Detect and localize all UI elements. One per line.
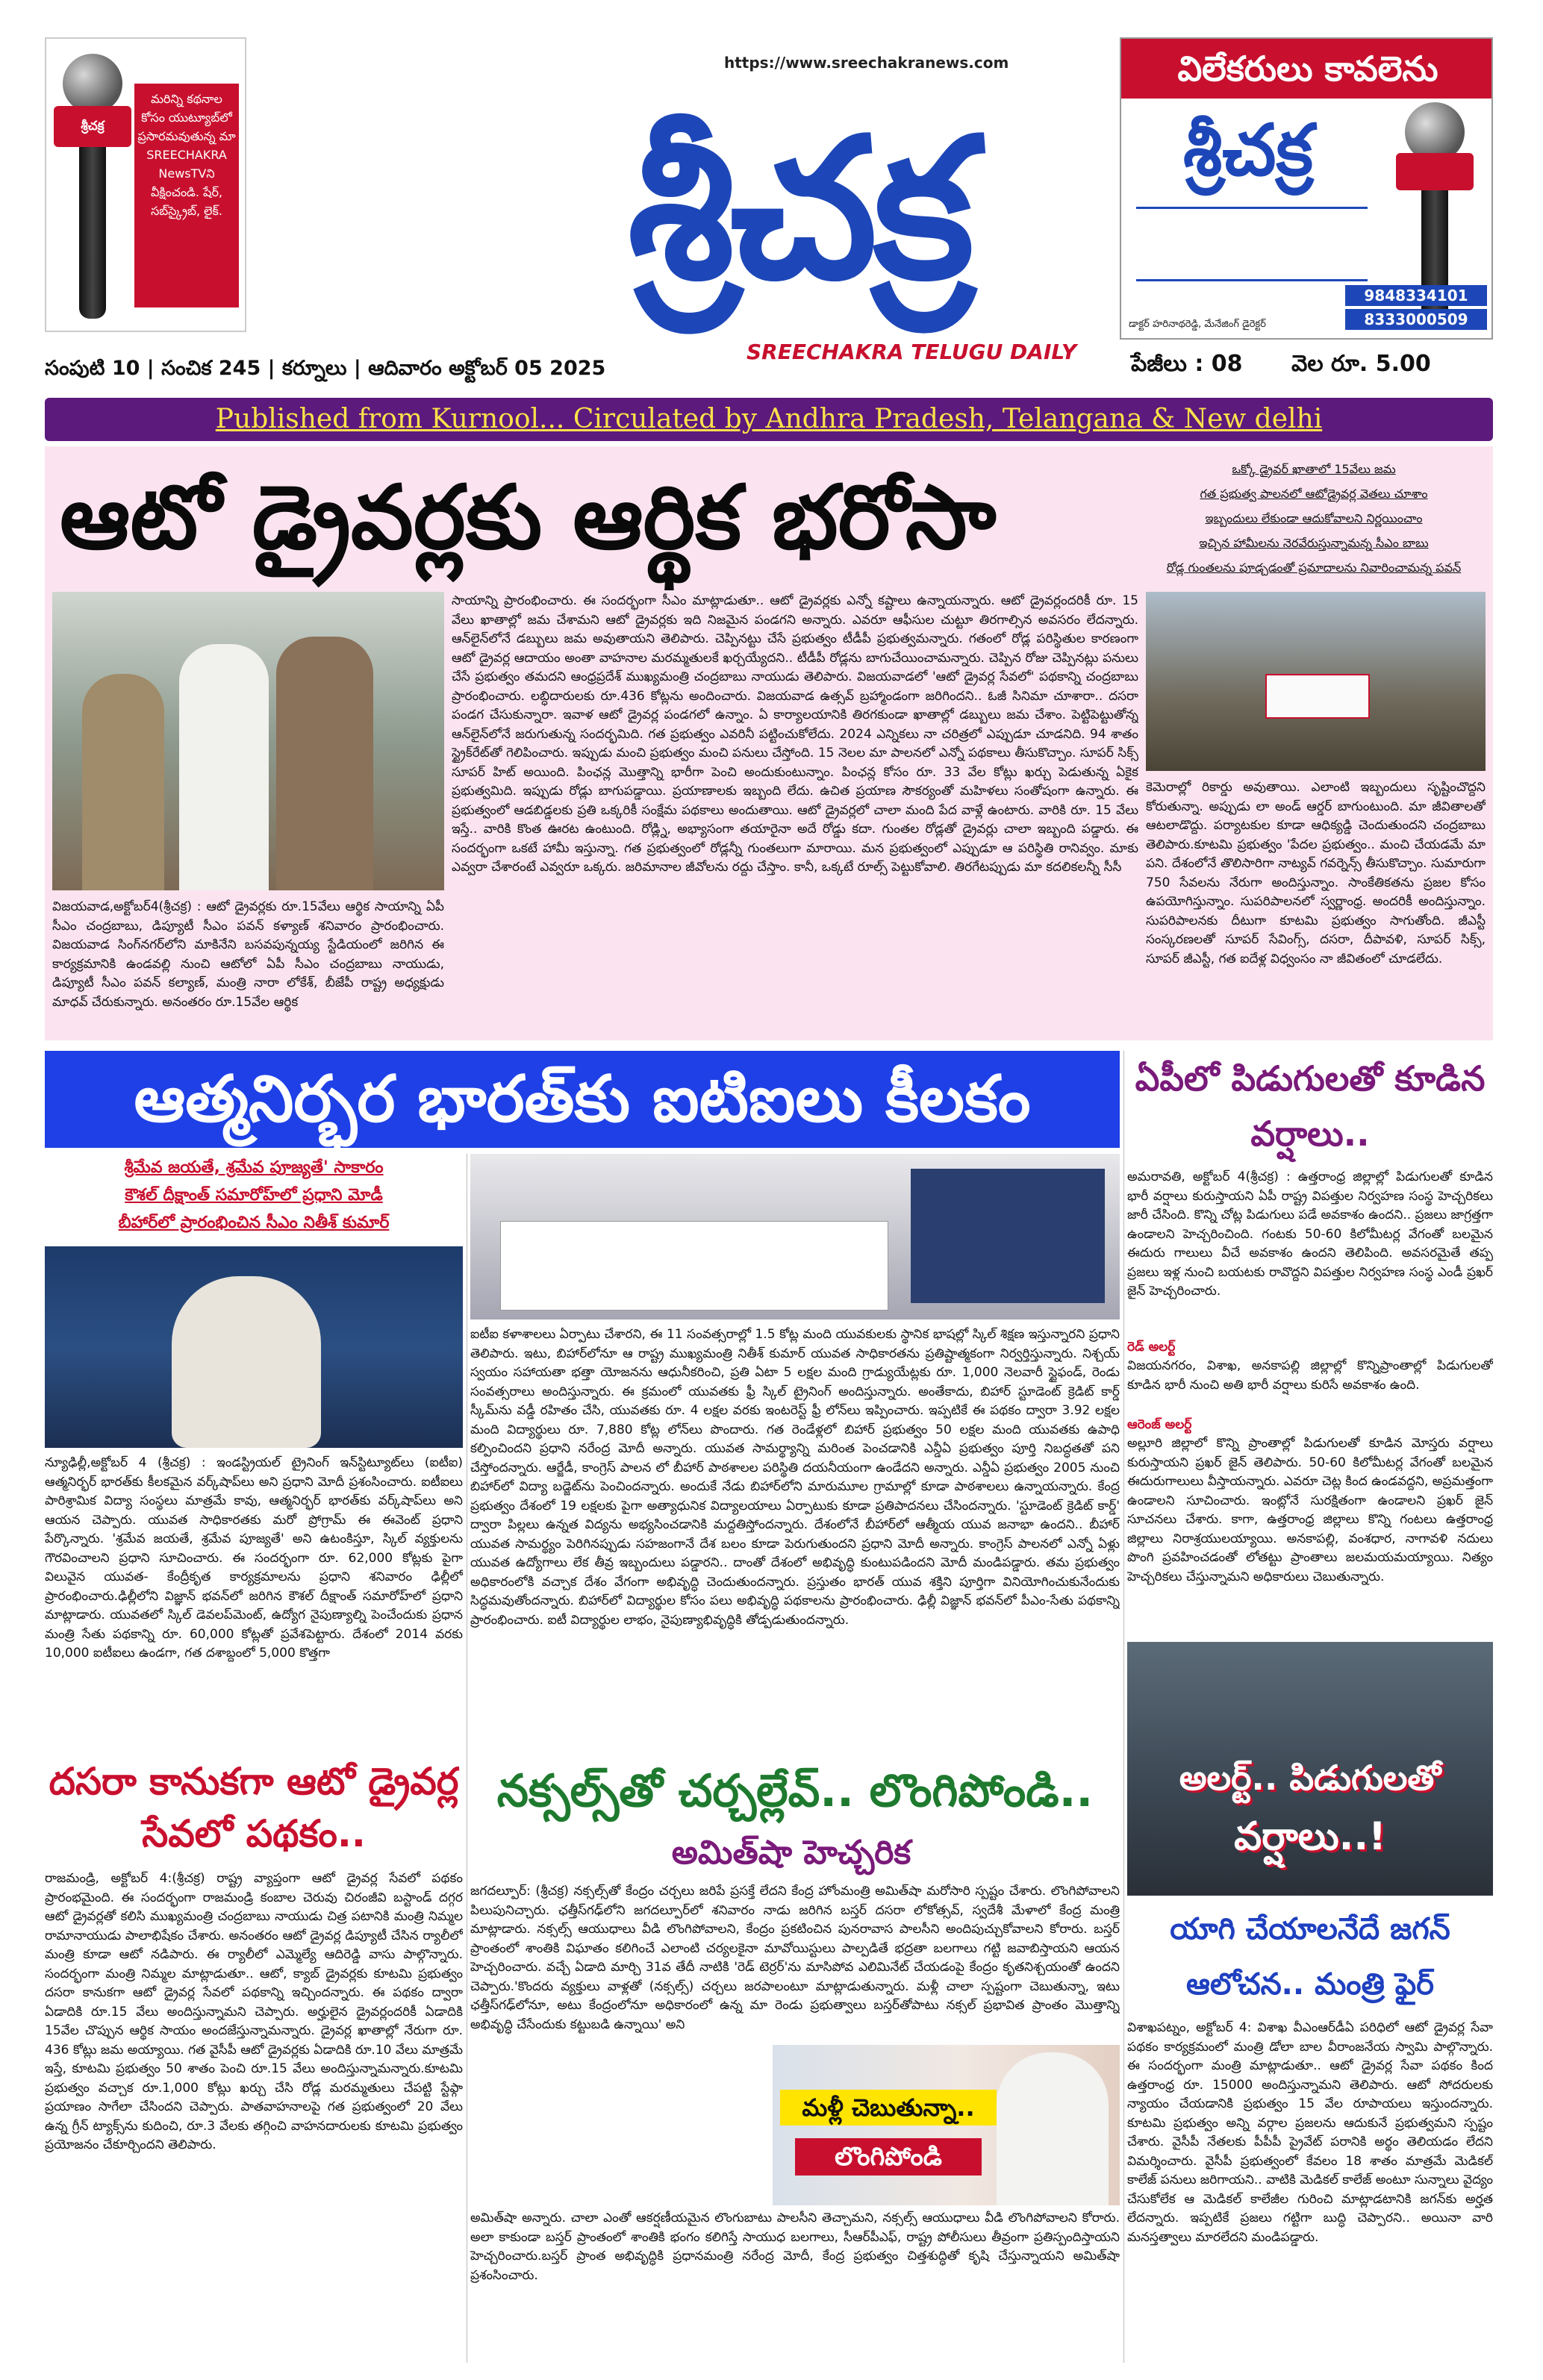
iti-text-left: న్యూఢిల్లీ,అక్టోబర్ 4 (శ్రీచక్ర) : ఇండస్ట్రియల్ ట్రైనింగ్ ఇన్‌స్టిట్యూట్‌లు (ఐటీఐ) ఆత్మనిర్భర్ భారత్‌కు కీలకమైన వర్క్‌షాప్‌లు అని ప్రధాని మోదీ ప్రశంసించారు. ఐటీఐలు పారిశ్రామిక విద్యా సంస్థలు మాత్రమే కావు, ఆత్మనిర్భర్ భారత్‌కు వర్క్‌షాప్‌లు అని ఆయన చెప్పారు. యువత సాధికారతకు మరో ప్రోగ్రామ్ ఈ ఈవెంట్ ప్రధాని పేర్కొన్నారు. 'శ్రమేవ జయతే, శ్రమేవ పూజ్యతే' అని ఉటంకిస్తూ, స్కిల్ వ్యక్తులను గౌరవించాలని ప్రధాని సూచించారు. ఈ సందర్భంగా రూ. 62,000 కోట్లకు పైగా విలువైన యువత- కేంద్రీకృత కార్యక్రమాలను ప్రధాని శనివారం ఢిల్లీలో ప్రారంభించారు.ఢిల్లీలోని విజ్ఞాన్ భవన్‌లో జరిగిన కౌశల్ దీక్షాంత్ సమారోహ్‌లో ప్రధాని మాట్లాడారు. యువతలో స్కిల్ డెవలప్‌మెంట్, ఉద్యోగ నైపుణ్యాల్ని పెంచేందుకు ప్రధాన మంత్రి సేతు పథకాన్ని రూ. 60,000 కోట్లతో ప్రవేశపెట్టారు. దేశంలో 2014 వరకు 10,000 ఐటీఐలు ఉండగా, గత దశాబ్దంలో 5,000 కొత్తగా bbox=[45, 1455, 463, 1661]
right-ad-phone: 8333000509 bbox=[1345, 309, 1487, 330]
rain-headline: ఏపీలో పిడుగులతో కూడిన వర్షాలు.. bbox=[1135, 1058, 1486, 1154]
orange-alert-label: ఆరెంజ్ అలర్ట్ bbox=[1127, 1417, 1192, 1432]
naxal-subhead: అమిత్‌షా హెచ్చరిక bbox=[671, 1834, 911, 1872]
lead-bullet: ఇబ్బందులు లేకుండా ఆదుకోవాలని నిర్ణయించాం bbox=[1205, 511, 1423, 525]
dateline: సంపుటి 10 | సంచిక 245 | కర్నూలు | ఆదివారం అక్టోబర్ 05 2025 bbox=[45, 357, 606, 380]
naxal-text-top: జగదల్పూర్: (శ్రీచక్ర) నక్సల్స్‌తో కేంద్రం చర్చలు జరిపే ప్రసక్తే లేదని కేంద్ర హోంమంత్రి అమిత్‌షా మరోసారి స్పష్టం చేశారు. లొంగిపోవాలని పిలుపునిచ్చారు. ఛత్తీస్‌గఢ్‌లోని జగదల్పూర్‌లో శనివారం నాడు జరిగిన బస్తర్ దసరా లోకోత్సవ్, స్వదేశీ మేళాలో కేంద్ర మంత్రి మాట్లాడారు. నక్సల్స్ ఆయుధాలు వీడి లొంగిపోవాలని, కేంద్రం ప్రకటించిన పునరావాస పాలసీని అందిపుచ్చుకోవాలని కోరారు. బస్తర్ ప్రాంతంలో శాంతికి విఘాతం కలిగించే ఎలాంటి చర్యలకైనా మావోయిస్టులు పాల్పడితే భద్రతా బలగాలు గట్టి జవాబిస్తాయని ఆయన హెచ్చరించారు. వచ్చే ఏడాది మార్చి 31వ తేదీ నాటికి 'రెడ్ టెర్రర్'ను మాసిపోవ ఎలిమినేట్ చేయడంపై కేంద్రం కృతనిశ్చయంతో ఉందని చెప్పారు.'కొందరు వ్యక్తులు వాళ్లతో (నక్సల్స్) చర్చలు జరపాలంటూ మాట్లాడుతున్నారు. మళ్లీ చాలా స్పష్టంగా చెబుతున్నా, ఇటు ఛత్తీస్‌గఢ్‌లోనూ, అటు కేంద్రంలోనూ అధికారంలో ఉన్న మా రెండు ప్రభుత్వాలు బస్తర్‌తోపాటు నక్సల్ ప్రభావిత ప్రాంతం మొత్తాన్ని అభివృద్ధి చేసేందుకు కట్టుబడి ఉన్నాయి' అని bbox=[470, 1884, 1120, 2032]
left-promo-box bbox=[45, 37, 246, 332]
dasara-headline: దసరా కానుకగా ఆటో డ్రైవర్ల సేవలో పథకం.. bbox=[49, 1760, 459, 1855]
circulation-banner bbox=[45, 398, 1493, 441]
right-ad-name: డాక్టర్ హరినాథరెడ్డి, మేనేజింగ్ డైరెక్టర్ bbox=[1129, 319, 1266, 330]
naxal-img-text1: మళ్లీ చెబుతున్నా.. bbox=[780, 2090, 997, 2126]
rain-text-2: విజయనగరం, విశాఖ, అనకాపల్లి జిల్లాల్లో కొన్నిప్రాంతాల్లో పిడుగులతో కూడిన భారీ నుంచి అతి భారీ వర్షాలు కురిసే అవకాశం ఉంది. bbox=[1127, 1358, 1493, 1393]
lead-headline: ఆటో డ్రైవర్లకు ఆర్థిక భరోసా bbox=[60, 466, 997, 569]
rain-img-text1: అలర్ట్.. పిడుగులతో bbox=[1179, 1758, 1441, 1798]
mic-flag: శ్రీచక్ర bbox=[54, 106, 131, 147]
iti-headline: ఆత్మనిర్భర భారత్‌కు ఐటిఐలు కీలకం bbox=[134, 1062, 1031, 1137]
rain-img-text2: వర్షాలు..! bbox=[1234, 1814, 1386, 1859]
microphone-icon bbox=[54, 54, 132, 322]
lead-bullet: ఒక్కో డ్రైవర్ ఖాతాలో 15వేలు జమ bbox=[1232, 462, 1396, 476]
lead-text-mid: సాయాన్ని ప్రారంభించారు. ఈ సందర్భంగా సీఎం మాట్లాడుతూ.. ఆటో డ్రైవర్లకు ఎన్నో కష్టాలు ఉన్నాయన్నారు. ఆటో డ్రైవర్లందరికీ రూ. 15 వేలు ఖాతాల్లో జమ చేశామని ఆటో డ్రైవర్లకు ఇది నిజమైన పండగని అన్నారు. ఎవరూ ఆఫీసుల చుట్టూ తిరగాల్సిన అవసరం లేదన్నారు. ఆన్‌లైన్‌లోనే డబ్బులు జమ అవుతాయని తెలిపారు. చెప్పినట్టు చేసే ప్రభుత్వం టీడీపీ ప్రభుత్వమన్నారు. గతంలో రోడ్ల పరిస్థితుల కారణంగా ఆటో డ్రైవర్ల ఆదాయం అంతా వాహనాల మరమ్మతులకే ఖర్చయ్యేదని.. టీడీపీ రోడ్లను బాగుచేయించామన్నారు. చెప్పిన రోజు చెప్పినట్లు పనులు చేసే ప్రభుత్వం తమదని ఆంధ్రప్రదేశ్ ముఖ్యమంత్రి చంద్రబాబు నాయుడు తెలిపారు. విజయవాడలో 'ఆటో డ్రైవర్ల సేవలో' పథకాన్ని చంద్రబాబు ప్రారంభించారు. లబ్ధిదారులకు రూ.436 కోట్లను అందించారు. విజయవాడ ఉత్సవ్ బ్రహ్మాండంగా జరిగిందని.. ఓజీ సినిమా చూశారా.. దసరా పండగ చేసుకున్నారా. ఇవాళ ఆటో డ్రైవర్ల పండగలో ఉన్నాం. ఏ కార్యాలయానికి తిరగకుండా ఖాతాల్లో డబ్బులు జమ చేశాం. పెట్టిపెట్టుతోన్న ఆన్‌లైన్‌లోనే జరుగుతున్న సందర్భమిది. గత ప్రభుత్వం ఎవరినీ పట్టించుకోలేదు. 2024 ఎన్నికలు నా చరిత్రలో ఎప్పుడూ చూడనిది. 94 శాతం స్ట్రైక్‌రేట్‌తో గెలిపించారు. ఇప్పుడు మంచి ప్రభుత్వం మంచి పనులు చేస్తోంది. 15 నెలల మా పాలనలో ఎన్నో పథకాలు తీసుకొచ్చాం. సూపర్ సిక్స్ సూపర్ హిట్ అయింది. పింఛన్ల మొత్తాన్ని భారీగా పెంచి అందుకుంటున్నాం. పింఛన్ల కోసం రూ. 33 వేల కోట్లు ఖర్చు పెడుతున్న ఏకైక ప్రభుత్వమిది. ఇప్పుడు రోడ్లు బాగుపడ్డాయి. ప్రయాణాలకు ఇబ్బంది లేదు. ఉచిత ప్రయాణ సౌకర్యంతో మహిళలు సంతోషంగా ఉన్నారు. ఈ ప్రభుత్వంలో ఆడబిడ్డలకు ప్రతి ఒక్కరికీ సంక్షేమ పథకాలు అందుతాయి. ఆటో డ్రైవర్లలో చాలా మంది పేద వాళ్లే ఉంటారు. వారికి రూ. 15 వేలు ఇస్తే.. వారికి కొంత ఊరట ఉంటుంది. రోడ్ల్ని, అభ్యాసంగా తయారైనా అదే రోడ్డు కదా. గుంతల రోడ్లతో డ్రైవర్లు చాలా ఇబ్బంది పడ్డారు. ఈ సందర్భంగా ఒకటే హామీ ఇస్తున్నా. గత ప్రభుత్వంలో రోడ్లన్నీ గుంతలుగా మారాయి. మన ప్రభుత్వంలో ఎప్పుడూ ఆ పరిస్థితి రానివ్వం. మాకు ఎవ్వరా చేశారంటే ఎవ్వరూ ఒక్కరు. జరిమానాల జీవోలను రద్దు చేస్తాం. కానీ, ఒక్కటే రూల్స్ పెట్టుకోవాలి. తిరగేటప్పుడు మా కదలికలన్నీ సీసీ bbox=[452, 593, 1138, 875]
masthead-subtitle: SREECHAKRA TELUGU DAILY bbox=[746, 340, 1077, 364]
photo-kaushal-event bbox=[470, 1154, 1120, 1319]
photo-rain-alert bbox=[1127, 1642, 1493, 1896]
column-rule bbox=[1123, 1051, 1124, 2363]
right-ad-title: విలేకరులు కావలెను bbox=[1121, 39, 1493, 99]
left-promo-text: మరిన్ని కథనాల కోసం యుట్యూబ్‌లో ప్రసారమవుతున్న మా SREECHAKRA NewsTVని వీక్షించండి. షేర్, సబ్‌స్క్రైబ్, లైక్. bbox=[134, 84, 239, 307]
lead-story bbox=[45, 446, 1493, 1040]
photo-pm-modi bbox=[45, 1246, 463, 1448]
naxal-text-bottom: అమిత్‌షా అన్నారు. చాలా ఎంతో ఆకర్షణీయమైన లొంగుబాటు పాలసీని తెచ్చామని, నక్సల్స్ ఆయుధాలు వీడి లొంగిపోవాలని కోరారు. అలా కాకుండా బస్తర్ ప్రాంతంలో శాంతికి భంగం కలిగిస్తే సాయుధ బలగాలు, సీఆర్‌పీఎఫ్, రాష్ట్ర పోలీసులు తీవ్రంగా ప్రతిస్పందిస్తాయని హెచ్చరించారు.బస్తర్ ప్రాంత అభివృద్ధికి ప్రధానమంత్రి నరేంద్ర మోదీ, కేంద్ర ప్రభుత్వం చిత్తశుద్ధితో కృషి చేస్తున్నాయని అమిత్‌షా ప్రశంసించారు. bbox=[470, 2211, 1120, 2283]
price: వెల రూ. 5.00 bbox=[1291, 351, 1431, 377]
right-ad-box bbox=[1120, 37, 1493, 340]
jagan-headline: యాగి చేయాలనేదే జగన్ ఆలోచన.. మంత్రి ఫైర్ bbox=[1170, 1912, 1450, 2002]
banner-text: Published from Kurnool... Circulated by Andhra Pradesh, Telangana & New delhi bbox=[215, 404, 1323, 434]
naxal-headline: నక్సల్స్‌తో చర్చల్లేవ్.. లొంగిపోండి.. bbox=[496, 1765, 1094, 1817]
iti-subhead: బీహార్‌లో ప్రారంభించిన సీఎం నితీశ్ కుమార్ bbox=[118, 1214, 390, 1232]
rain-text-1: అమరావతి, అక్టోబర్ 4(శ్రీచక్ర) : ఉత్తరాంధ్ర జిల్లాల్లో పిడుగులతో కూడిన భారీ వర్షాలు కురుస్తాయని ఏపీ రాష్ట్ర విపత్తుల నిర్వహణ సంస్థ హెచ్చరికలు జారీ చేసింది. కొన్ని చోట్ల పిడుగులు పడే అవకాశం ఉందని.. ప్రజలు జాగ్రత్తగా ఉండాలని హెచ్చరించింది. గంటకు 50-60 కిలోమీటర్ల వేగంతో బలమైన ఈదురు గాలులు వీచే అవకాశం ఉందని తెలిపింది. అవసరమైతే తప్ప ప్రజలు ఇళ్ల నుంచి బయటకు రావొద్దని విపత్తుల నిర్వహణ సంస్థ ఎండీ ప్రఖర్ జైన్ హెచ్చరించారు. bbox=[1127, 1169, 1493, 1299]
lead-bullets bbox=[1142, 457, 1486, 580]
jagan-text: విశాఖపట్నం, అక్టోబర్ 4: విశాఖ వీఎంఆర్‌డీఏ పరిధిలో ఆటో డ్రైవర్ల సేవా పథకం కార్యక్రమంలో మంత్రి డోలా బాల వీరాంజనేయ స్వామి పాల్గొన్నారు. ఈ సందర్భంగా మంత్రి మాట్లాడుతూ.. ఆటో డ్రైవర్ల సేవా పథకం కింద ఉత్తరాంధ్ర రూ. 15000 అందిస్తున్నామని తెలిపారు. ఆటో సోదరులకు న్యాయం చేయడానికి ప్రభుత్వం 15 వేల రూపాయలు ఇస్తుందన్నారు. కూటమి ప్రభుత్వం అన్ని వర్గాల ప్రజలను ఆదుకునే ప్రభుత్వమని స్పష్టం చేశారు. వైసీపీ నేతలకు పీపీపీ ప్రైవేట్ పరానికి అర్థం తెలియడం లేదని విమర్శించారు. వైసీపీ ప్రభుత్వంలో కేవలం 18 శాతం మాత్రమే మెడికల్ కాలేజ్ పనులు జరిగాయని.. వాటికి మెడికల్ కాలేజ్ అంటూ సున్నాలు వైద్యం చేసుకోలేక ఆ మెడికల్ కాలేజీల గురించి మాట్లాడటానికి జగన్‌కు అర్హత లేదన్నారు. ఇప్పటికే ప్రజలు గట్టిగా బుద్ధి చెప్పారని.. అయినా వారి మనస్తత్వాలు మారలేదని మండిపడ్డారు. bbox=[1127, 2020, 1493, 2245]
iti-subhead: కౌశల్ దీక్షాంత్ సమారోహ్‌లో ప్రధాని మోడీ bbox=[125, 1186, 383, 1205]
page-count: పేజీలు : 08 bbox=[1131, 351, 1243, 377]
lead-text-right: కెమెరాల్లో రికార్డు అవుతాయి. ఎలాంటి ఇబ్బందులు సృష్టించొద్దని కోరుతున్నా. అప్పుడు లా అండ్ ఆర్డర్ బాగుంటుంది. మా జీవితాలతో ఆటలాడొద్దు. పర్యాటకుల కూడా ఆధిక్యడ్డి చెందుతుందని చంద్రబాబు తెలిపారు.కూటమి ప్రభుత్వం 'పేదల ప్రభుత్వం.. మంచి చేయడమే మా పని. దేశంలోనే తొలిసారిగా నాట్యవ్ గవర్నెన్స్ తీసుకొచ్చాం. సుమారుగా 750 సేవలను నేరుగా అందిస్తున్నాం. సాంకేతికతను ప్రజల కోసం ఉపయోగిస్తున్నాం. సుపరిపాలనలో స్వర్ణాంధ్ర. అందరికీ అందిస్తున్నాం. సుపరిపాలనకు దీటుగా కూటమి ప్రభుత్వం సాగుతోంది. జీఎస్టీ సంస్కరణలతో సూపర్ సేవింగ్స్, దసరా, దీపావళి, సూపర్ సిక్స్, సూపర్ జీఎస్టీ, గత ఐదేళ్ల విధ్వంసం నా జీవితంలో చూడలేదు. bbox=[1146, 780, 1486, 966]
iti-subheads bbox=[45, 1154, 463, 1243]
lead-bullet: గత ప్రభుత్వ పాలనలో ఆటోడ్రైవర్ల వెతలు చూశాం bbox=[1200, 487, 1428, 501]
right-ad-phone: 9848334101 bbox=[1345, 285, 1487, 306]
lead-bullet: రోడ్ల గుంతలను పూడ్చడంతో ప్రమాదాలను నివారించామన్న పవన్ bbox=[1166, 560, 1462, 575]
lead-bullet: ఇచ్చిన హామీలను నెరవేరుస్తున్నామన్న సీఎం బాబు bbox=[1199, 536, 1429, 550]
iti-subhead: శ్రీమేవ జయతే, శ్రమేవ పూజ్యతే' సాకారం bbox=[124, 1158, 384, 1177]
right-ad-logo: శ్రీచక్ర bbox=[1182, 109, 1314, 192]
lead-text-left: విజయవాడ,అక్టోబర్4(శ్రీచక్ర) : ఆటో డ్రైవర్లకు రూ.15వేలు ఆర్థిక సాయాన్ని ఏపీ సీఎం చంద్రబాబు, డిప్యూటీ సీఎం పవన్ కళ్యాణ్ శనివారం ప్రారంభించారు. విజయవాడ సింగ్‌నగర్‌లోని మాకినేని బసవపున్నయ్య స్టేడియంలో జరిగిన ఈ కార్యక్రమానికి ఉండవల్లి నుంచి ఆటోలో ఏపీ సీఎం చంద్రబాబు నాయుడు, డిప్యూటీ సీఎం పవన్ కల్యాణ్, మంత్రి నారా లోకేశ్, బీజేపీ రాష్ట్ర అధ్యక్షుడు మాధవ్ చేరుకున్నారు. అనంతరం రూ.15వేల ఆర్థిక bbox=[52, 899, 444, 1010]
iti-text-right: ఐటీఐ కళాశాలలు ఏర్పాటు చేశారని, ఈ 11 సంవత్సరాల్లో 1.5 కోట్ల మంది యువకులకు స్థానిక భాషల్లో స్కిల్ శిక్షణ ఇస్తున్నారని ప్రధాని తెలిపారు. ఇటు, బిహార్‌లోనూ ఆ రాష్ట్ర ముఖ్యమంత్రి నితీశ్ కుమార్ యువత సాధికారతను ప్రతిష్టాత్మకంగా నిర్వర్తిస్తున్నారు. నిశ్చయ్ స్వయం సహాయతా భత్తా యోజనను ఆధునీకరించి, ప్రతి ఏటా 5 లక్షల మంది గ్రాడ్యుయేట్లకు రూ. 1,000 నెలవారీ స్టైఫండ్, రెండు సంవత్సరాలు అందిస్తున్నారు. ఈ క్రమంలో యువతకు ఫ్రీ స్కిల్ ట్రైనింగ్ అందిస్తున్నారు. అంతేకాదు, బిహార్ స్టూడెంట్ క్రెడిట్ కార్డ్ స్కీమ్‌ను వడ్డీ రహితం చేసి, యువతకు రూ. 4 లక్షల వరకు ఇంటరెస్ట్ ఫ్రీ లోన్‌లు ఇప్పించారు. ఇప్పటికే ఈ పథకం ద్వారా 3.92 లక్షల మంది విద్యార్థులు రూ. 7,880 కోట్ల లోన్‌లు పొందారు. గత రెండేళ్లలో బిహార్ ప్రభుత్వం 50 లక్షల మంది యువతకు ఉపాధి కల్పించిందని ప్రధాని నరేంద్ర మోదీ అన్నారు. యువత సామర్థ్యాన్ని మరింత పెంచడానికి ఎన్డీఏ ప్రభుత్వం పూర్తి నిబద్ధతతో పని చేస్తోందన్నారు. ఆర్జేడీ, కాంగ్రెస్ పాలన లో బీహార్ పాఠశాలల పరిస్థితి దయనీయంగా ఉండేదని అన్నారు. ఎన్డీఏ ప్రభుత్వం 2005 నుంచి బిహార్‌లో విద్యా బడ్జెట్‌ను పెంచిందన్నారు. అందుకే నేడు బిహార్‌లోని మారుమూల గ్రామాల్లో కూడా పాఠశాలలు ఉన్నాయన్నారు. కేంద్ర ప్రభుత్వం దేశంలో 19 లక్షలకు పైగా అత్యాధునిక విద్యాలయాలు ఏర్పాటుకు కూడా ప్రతిపాదనలు చేసిందన్నారు. 'స్టూడెంట్ క్రెడిట్ కార్డ్' ద్వారా పిల్లలు ఉన్నత విద్యను అభ్యసించడానికి మద్దతిస్తోందన్నారు. దేశంలోనే బీహార్‌లో ఆత్మీయ యువ జనాభా ఉందని.. బీహార్ యువత సామర్థ్యం పెరిగినప్పుడు సహజంగానే దేశ బలం కూడా పెరుగుతుందని ప్రధాని మోదీ అన్నారు. కాంగ్రెస్ పాలనలో ఎన్నో ఏళ్లు యువత ఉద్యోగాలు లేక తీవ్ర ఇబ్బందులు పడ్డారని.. దాంతో దేశంలో అభివృద్ధి కుంటుపడిందని మోదీ మండిపడ్డారు. తమ ప్రభుత్వం అధికారంలోకి వచ్చాక దేశం వేగంగా అభివృద్ధి చెందుతుందన్నారు. ప్రస్తుతం భారత్ యువ శక్తిని పూర్తిగా వినియోగించుకునేందుకు సిద్ధమవుతోందన్నారు. బిహార్‌లో విద్యార్థుల కోసం పలు అభివృద్ధి పథకాలను ప్రారంభించారు. ఢిల్లీ విజ్ఞాన్ భవన్‌లో పీఎం-సేతు పథకాన్ని ప్రారంభించారు. ఐటీ విద్యార్థుల లాభం, నైపుణ్యాభివృద్ధికి తోడ్పడుతుందన్నారు. bbox=[470, 1327, 1120, 1628]
photo-amit-shah bbox=[773, 2045, 1120, 2205]
photo-cm-deputy-cm bbox=[52, 592, 444, 890]
photo-cheque-handover bbox=[1146, 592, 1486, 771]
naxal-img-text2: లొంగిపోండి bbox=[795, 2138, 982, 2176]
dasara-text: రాజమండ్రి, అక్టోబర్ 4:(శ్రీచక్ర) రాష్ట్ర వ్యాప్తంగా ఆటో డ్రైవర్ల సేవలో పథకం ప్రారంభమైంది. ఈ సందర్భంగా రాజమండ్రి కంబాల చెరువు చిరంజీవి బస్టాండ్ దగ్గర ఆటో డ్రైవర్లతో కలిసి ముఖ్యమంత్రి చంద్రబాబు నాయుడు చిత్ర పటానికి మంత్రి నిమ్మల రామానాయుడు పాలాభిషేకం చేశారు. అనంతరం ఆటో డ్రైవర్ల డిప్యూటీ చేసిన ర్యాలీలో మంత్రి కూడా ఆటో నడిపారు. ఈ ర్యాలీలో ఎమ్మెల్యే ఆదిరెడ్డి వాసు పాల్గొన్నారు. సందర్భంగా మంత్రి నిమ్మల మాట్లాడుతూ.. ఆటో, క్యాబ్ డ్రైవర్లకు కూటమి ప్రభుత్వం దసరా కానుకగా ఆటో డ్రైవర్ల సేవలో పథకాన్ని ఇచ్చిందన్నారు. ఈ పథకం ద్వారా ఏడాదికి రూ.15 వేలు అందిస్తున్నామని చెప్పారు. అర్హులైన డ్రైవర్లందరికీ ఏడాదికి 15వేల చొప్పున ఆర్థిక సాయం అందజేస్తున్నామన్నారు. డ్రైవర్ల ఖాతాల్లో నేరుగా రూ. 436 కోట్లు జమ అయ్యాయి. గత వైసీపీ ఆటో డ్రైవర్లకు ఏడాదికి రూ.10 వేలు మాత్రమే ఇస్తే, కూటమి ప్రభుత్వం 50 శాతం పెంచి రూ.15 వేలు అందిస్తున్నామన్నారు.కూటమి ప్రభుత్వం వచ్చాక రూ.1,000 కోట్లు ఖర్చు చేసి రోడ్ల మరమ్మతులు చేపట్టి స్టేఫ్గా ప్రయాణం సాగేలా చేసిందని చెప్పారు. పాతవాహనాలపై గత ప్రభుత్వంలో 20 వేలు ఉన్న గ్రీన్ ట్యాక్స్‌ను కుదించి, రూ.3 వేలకు తగ్గించి వాహనదారులకు కూటమి ప్రభుత్వం ప్రయోజనం చేకూర్చిందని తెలిపారు. bbox=[45, 1871, 463, 2152]
rain-text-3: అల్లూరి జిల్లాలో కొన్ని ప్రాంతాల్లో పిడుగులతో కూడిన మోస్తరు వర్షాలు కురుస్తాయని ప్రఖర్ జైన్ తెలిపారు. 50-60 కిలోమీటర్ల వేగంతో బలమైన ఈదురుగాలులు వీస్తాయన్నారు. ఎవరూ చెట్ల కింద ఉండవద్దని, అప్రమత్తంగా ఉండాలని సూచించారు. ఇంట్లోనే సురక్షితంగా ఉండాలని ప్రఖర్ జైన్ సూచనలు చేశారు. కాగా, ఉత్తరాంధ్ర జిల్లాలు కొన్ని గంటలు ఉత్తరాంధ్ర జిల్లాలు నిరాశ్రయులయ్యాయి. అనకాపల్లి, వంశధార, నాగావళి నదులు పొంగి ప్రవహించడంతో లోతట్టు ప్రాంతాలు జలమయమయ్యాయి. నిత్యం హెచ్చరికలు చేస్తున్నామని అధికారులు చెబుతున్నారు. bbox=[1127, 1436, 1493, 1584]
iti-headline-bar bbox=[45, 1051, 1120, 1148]
red-alert-label: రెడ్ అలర్ట్ bbox=[1127, 1340, 1176, 1355]
site-url[interactable]: https://www.sreechakranews.com bbox=[724, 54, 1009, 72]
masthead-logo: శ్రీచక్ర bbox=[627, 95, 970, 322]
